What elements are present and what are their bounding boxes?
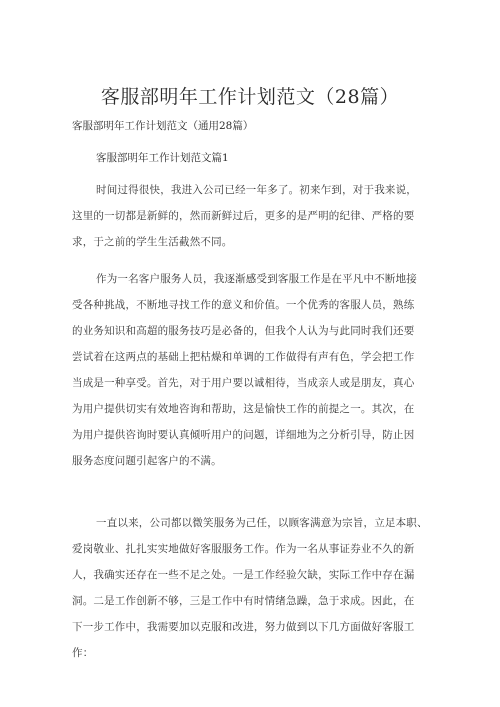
paragraph-line: 一直以来，公司都以微笑服务为己任，以顾客满意为宗旨，立足本职、 xyxy=(96,517,428,529)
paragraph-line: 为用户提供切实有效地咨询和帮助，这是愉快工作的前提之一。其次，在 xyxy=(72,403,415,415)
paragraph-line: 时间过得很快，我进入公司已经一年多了。初来乍到，对于我来说， xyxy=(96,184,417,196)
paragraph-line: 洞。二是工作创新不够，三是工作中有时情绪急躁，急于求成。因此，在 xyxy=(72,595,415,607)
paragraph-line: 下一步工作中，我需要加以克服和改进，努力做到以下几方面做好客服工 xyxy=(72,621,415,633)
paragraph-3 xyxy=(72,510,434,666)
paragraph-2 xyxy=(72,266,434,474)
paragraph-line: 为用户提供咨询时要认真倾听用户的问题，详细地为之分析引导，防止因 xyxy=(72,429,415,441)
section-heading: 客服部明年工作计划范文篇1 xyxy=(96,152,229,164)
paragraph-line: 求，于之前的学生生活截然不同。 xyxy=(72,236,233,248)
paragraph-line: 的业务知识和高超的服务技巧是必备的，但我个人认为与此同时我们还要 xyxy=(72,325,415,337)
paragraph-line: 人，我确实还存在一些不足之处。一是工作经验欠缺，实际工作中存在漏 xyxy=(72,569,415,581)
paragraph-line: 受各种挑战，不断地寻找工作的意义和价值。一个优秀的客服人员，熟练 xyxy=(72,299,415,311)
paragraph-line: 当成是一种享受。首先，对于用户要以诚相待，当成亲人或是朋友，真心 xyxy=(72,377,415,389)
paragraph-line: 这里的一切都是新鲜的，然而新鲜过后，更多的是严明的纪律、严格的要 xyxy=(72,210,415,222)
paragraph-1 xyxy=(72,177,434,255)
document-subtitle: 客服部明年工作计划范文（通用28篇） xyxy=(72,120,254,132)
document-title: 客服部明年工作计划范文（28篇） xyxy=(100,86,400,108)
paragraph-line: 服务态度问题引起客户的不满。 xyxy=(72,455,222,467)
paragraph-line: 作： xyxy=(72,647,94,659)
paragraph-line: 爱岗敬业、扎扎实实地做好客服服务工作。作为一名从事证券业不久的新 xyxy=(72,543,415,555)
paragraph-line: 作为一名客户服务人员，我逐渐感受到客服工作是在平凡中不断地接 xyxy=(96,273,417,285)
paragraph-line: 尝试着在这两点的基础上把枯燥和单调的工作做得有声有色，学会把工作 xyxy=(72,351,415,363)
